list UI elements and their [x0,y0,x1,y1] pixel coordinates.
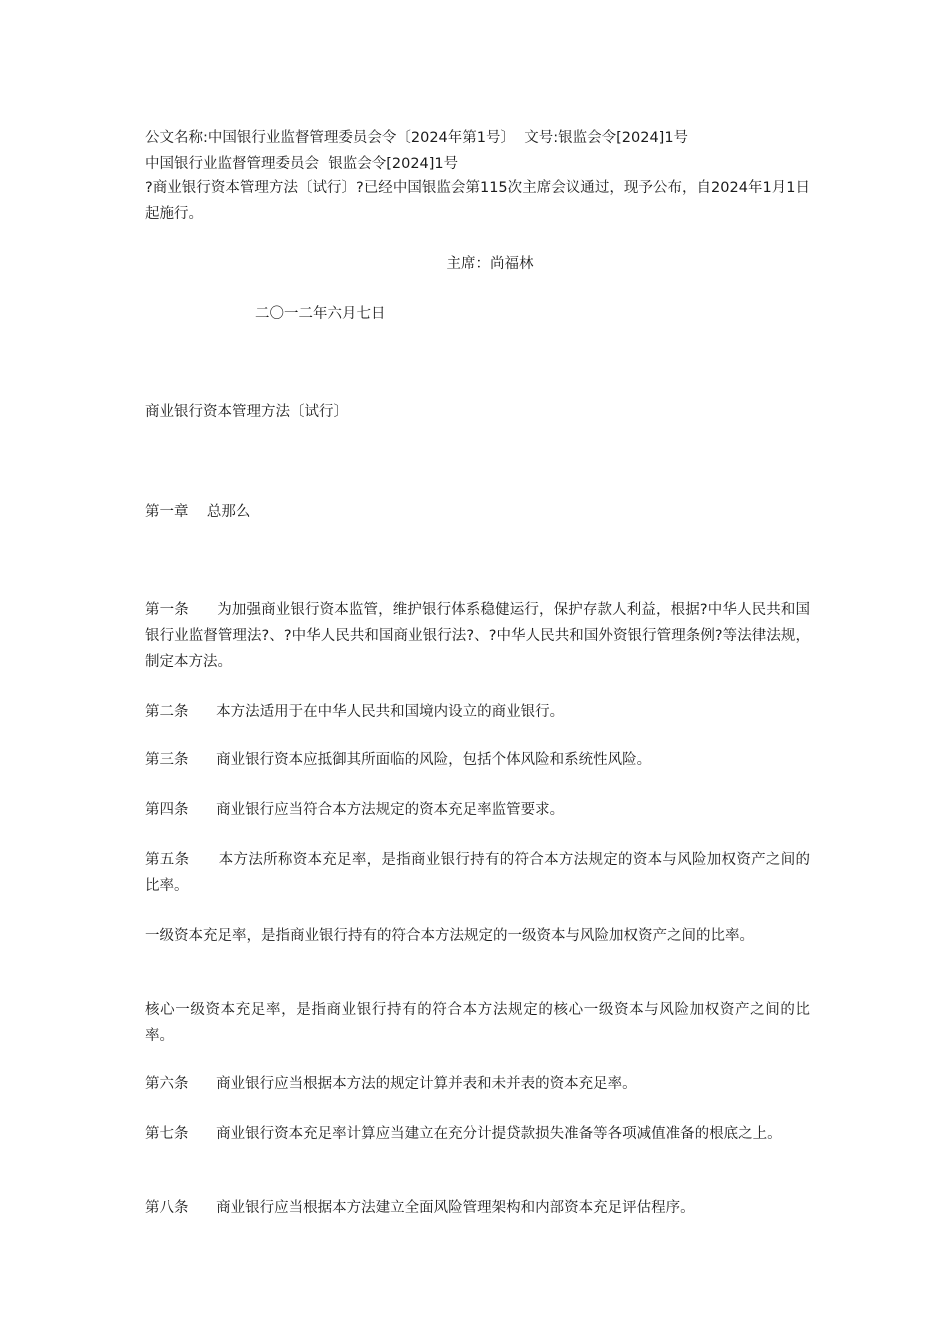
article-5-para-2: 一级资本充足率，是指商业银行持有的符合本方法规定的一级资本与风险加权资产之间的比率。 [145,928,754,944]
article-3: 第三条 商业银行资本应抵御其所面临的风险，包括个体风险和系统性风险。 [145,752,652,768]
document-title: 商业银行资本管理方法〔试行〕 [145,404,348,420]
article-6: 第六条 商业银行应当根据本方法的规定计算并表和未并表的资本充足率。 [145,1076,637,1092]
article-5-para-3: 核心一级资本充足率，是指商业银行持有的符合本方法规定的核心一级资本与风险加权资产之间的比率。 [145,1002,810,1044]
article-7: 第七条 商业银行资本充足率计算应当建立在充分计提贷款损失准备等各项减值准备的根底之上。 [145,1126,782,1142]
article-2: 第二条 本方法适用于在中华人民共和国境内设立的商业银行。 [145,704,565,720]
article-5: 第五条 本方法所称资本充足率，是指商业银行持有的符合本方法规定的资本与风险加权资产之间的比率。 [145,852,810,894]
header-line-issuer: 中国银行业监督管理委员会 银监会令[2024]1号 [145,156,459,172]
signature-date: 二〇一二年六月七日 [255,306,386,322]
header-promulgation-text: ?商业银行资本管理方法〔试行〕?已经中国银监会第115次主席会议通过，现予公布，自2024年1月1日起施行。 [145,180,810,222]
header-line-doc-name: 公文名称:中国银行业监督管理委员会令〔2024年第1号〕 文号:银监会令[2024]1号 [145,130,689,146]
article-4: 第四条 商业银行应当符合本方法规定的资本充足率监管要求。 [145,802,565,818]
article-8: 第八条 商业银行应当根据本方法建立全面风险管理架构和内部资本充足评估程序。 [145,1200,695,1216]
signature-chair: 主席：尚福林 [446,256,534,272]
chapter-heading: 第一章 总那么 [145,504,251,520]
article-1: 第一条 为加强商业银行资本监管，维护银行体系稳健运行，保护存款人利益，根据?中华人民共和国银行业监督管理法?、?中华人民共和国商业银行法?、?中华人民共和国外资银行管理条例?等法律法规，制定本方法。 [145,602,810,670]
